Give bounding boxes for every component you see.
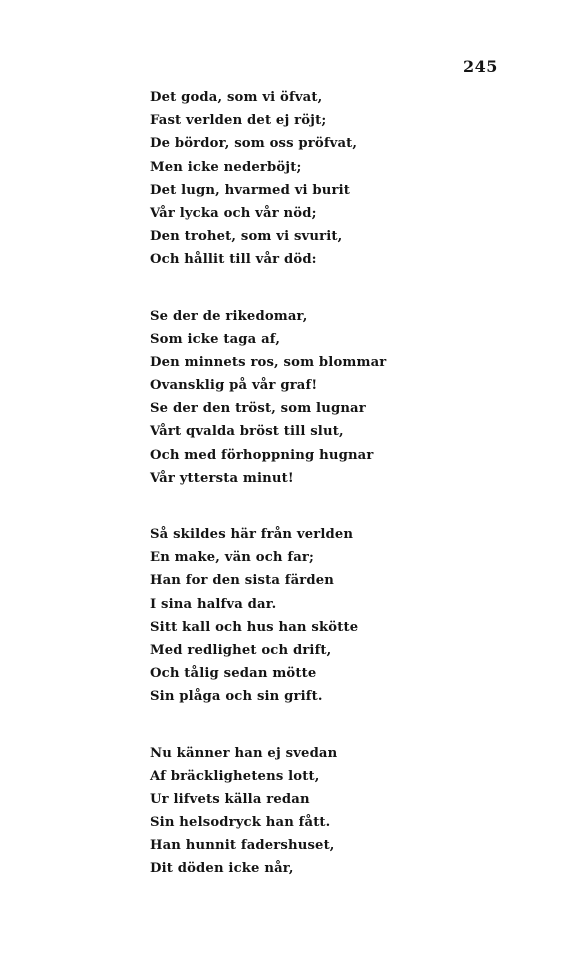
poem-line: Med redlighet och drift,	[150, 642, 332, 658]
poem-line: En make, vän och far;	[150, 550, 315, 566]
stanza-2	[150, 305, 450, 491]
poem-line: Af bräcklighetens lott,	[150, 768, 320, 784]
poem-line: Han for den sista färden	[150, 573, 335, 589]
poem-line: Sin plåga och sin grift.	[150, 689, 323, 705]
stanza-3	[150, 523, 450, 709]
poem-line: Så skildes här från verlden	[150, 527, 354, 542]
poem-line: Dit döden icke når,	[150, 861, 294, 877]
poem-line: Ur lifvets källa redan	[150, 791, 310, 807]
poem-line: Vår lycka och vår nöd;	[150, 205, 317, 221]
poem-line: Det goda, som vi öfvat,	[150, 90, 323, 105]
poem-line: Han hunnit fadershuset,	[150, 838, 335, 854]
poem-line: Nu känner han ej svedan	[150, 745, 338, 761]
poem-line: Och hållit till vår död:	[150, 252, 317, 268]
poem-line: Den minnets ros, som blommar	[150, 354, 387, 370]
poem-line: Och med förhoppning hugnar	[150, 447, 374, 463]
poem-line: Och tålig sedan mötte	[150, 666, 317, 682]
poem-line: Det lugn, hvarmed vi burit	[150, 182, 351, 198]
poem-line: Sitt kall och hus han skötte	[150, 619, 359, 635]
poem-line: Men icke nederböjt;	[150, 159, 302, 175]
page-number: 245	[463, 57, 498, 76]
poem-line: Den trohet, som vi svurit,	[150, 229, 343, 245]
poem-line: Fast verlden det ej röjt;	[150, 113, 327, 129]
poem-line: Vårt qvalda bröst till slut,	[150, 424, 344, 440]
poem-line: Se der de rikedomar,	[150, 308, 308, 324]
poem-line: Sin helsodryck han fått.	[150, 815, 331, 831]
poem-line: De bördor, som oss pröfvat,	[150, 136, 358, 152]
poem-line: Se der den tröst, som lugnar	[150, 401, 366, 417]
poem-body	[150, 86, 450, 881]
stanza-4	[150, 742, 450, 881]
poem-line: Som icke taga af,	[150, 331, 281, 347]
poem-line: Vår yttersta minut!	[150, 470, 294, 486]
poem-line: I sina halfva dar.	[150, 596, 277, 612]
stanza-1	[150, 86, 450, 272]
poem-line: Ovansklig på vår graf!	[150, 378, 318, 394]
